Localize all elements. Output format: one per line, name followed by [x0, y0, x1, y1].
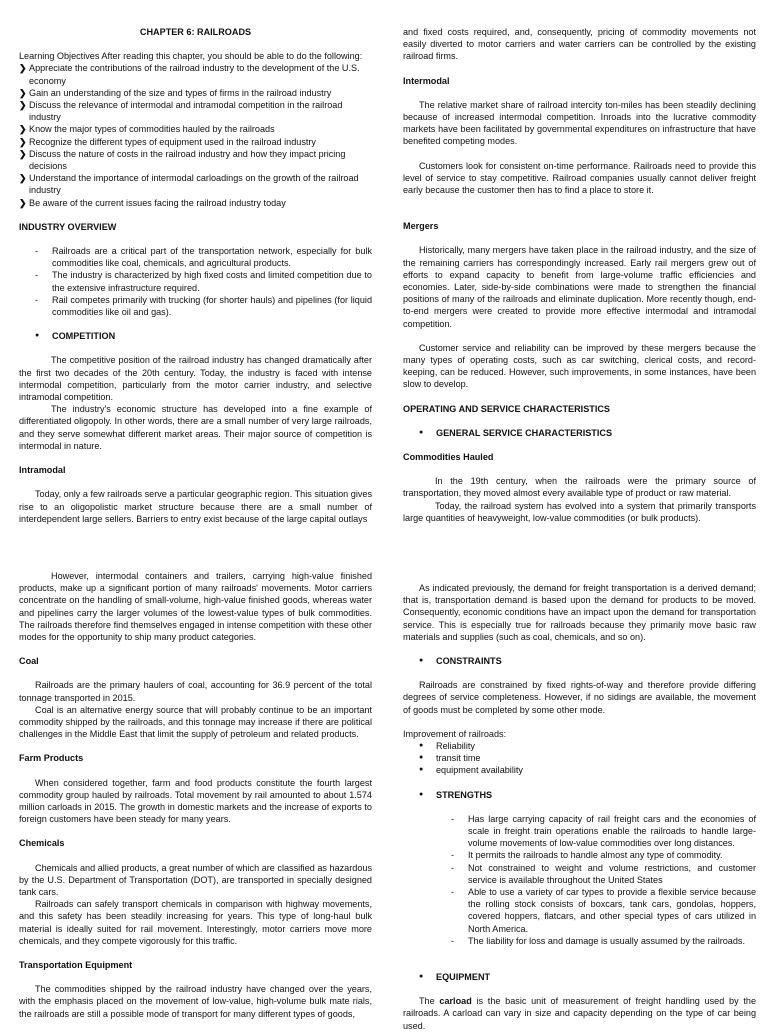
chemicals-heading: Chemicals: [19, 838, 65, 849]
equipment-paragraph: The carload is the basic unit of measurement of freight handling used by the railroads. A carload can vary in size and capacity depending on the type of car being used.: [403, 996, 756, 1031]
objective-item: ❯ Appreciate the contributions of the railroad industry to the development of the U.S. economy: [19, 63, 360, 86]
dash-marker: -: [451, 862, 455, 873]
objective-item: ❯ Discuss the nature of costs in the railroad industry and how they impact pricing decisions: [19, 148, 346, 172]
strengths-heading: ● STRENGTHS: [419, 789, 493, 800]
list-item: - The liability for loss and damage is usually assumed by the railroads.: [451, 935, 745, 946]
list-item: - Has large carrying capacity of rail freight cars and the economies of scale in freight train operations enable the railroads to handle large-volume movements of low-value commodities over long distances.: [451, 813, 756, 849]
objective-item: ❯ Recognize the different types of equipment used in the railroad industry: [19, 136, 316, 147]
list-item: - Able to use a variety of car types to provide a flexible service because the rolling stock consists of boxcars, tank cars, gondolas, hoppers, covered hoppers, flatcars, and other special types of cars utilized in North America.: [451, 887, 756, 934]
chevron-right-icon: ❯: [19, 136, 27, 147]
coal-paragraph: Railroads are the primary haulers of coal, accounting for 36.9 percent of the total tonnage transported in 2015.: [19, 680, 372, 703]
chevron-right-icon: ❯: [19, 100, 27, 111]
general-service-heading: ● GENERAL SERVICE CHARACTERISTICS: [419, 427, 613, 438]
objective-item: ❯ Gain an understanding of the size and types of firms in the railroad industry: [19, 87, 332, 98]
equipment-heading: ● EQUIPMENT: [419, 972, 491, 983]
intermodal-heading: Intermodal: [403, 75, 450, 86]
improvement-intro: Improvement of railroads:: [403, 728, 507, 739]
industry-overview-heading: INDUSTRY OVERVIEW: [19, 221, 117, 232]
intermodal-paragraph: Customers look for consistent on-time performance. Railroads need to provide this level of service to stay competitive. Railroad companies usually cannot deliver freight early because the customer then has to find a place to store it.: [403, 160, 756, 196]
chevron-right-icon: ❯: [19, 124, 27, 135]
bullet-icon: ●: [419, 428, 424, 436]
list-item: ● equipment availability: [419, 765, 523, 776]
chapter-title: CHAPTER 6: RAILROADS: [139, 27, 252, 37]
transport-paragraph: The commodities shipped by the railroad industry have changed over the years, with the emphasis placed on the movement of low-value, high-volume bulk mate rials, the railroads are still a possible mode of transport for many different types of goods,: [19, 984, 372, 1019]
dash-marker: -: [35, 246, 39, 257]
objective-item: ❯ Know the major types of commodities hauled by the railroads: [19, 124, 275, 135]
chemicals-paragraph: Railroads can safely transport chemicals in comparison with highway movements, and this safety has been steadily increasing for years. This type of long-haul bulk material is ideally suited for rail movement. Interestingly, motor carriers move more chemicals, and they compete vigorously for this traffic.: [19, 899, 372, 946]
bullet-icon: ●: [419, 742, 424, 750]
bullet-icon: ●: [419, 766, 424, 774]
improvement-list: [403, 740, 756, 777]
bullet-icon: ●: [419, 790, 424, 798]
overview-list: [19, 245, 372, 318]
dash-marker: -: [451, 850, 455, 861]
commodities-paragraph: In the 19th century, when the railroads were the primary source of transportation, they moved almost every available type of product or raw material.: [403, 476, 756, 499]
intramodal-heading: Intramodal: [19, 465, 66, 476]
mergers-paragraph: Customer service and reliability can be improved by these mergers because the many types of operating costs, such as car switching, clerical costs, and record-keeping, can be reduced. However, such improvements, in some instances, have been slow to develop.: [403, 342, 756, 390]
chevron-right-icon: ❯: [19, 148, 27, 159]
chevron-right-icon: ❯: [19, 87, 27, 98]
transport-heading: Transportation Equipment: [19, 960, 133, 971]
competition-paragraph: The industry's economic structure has developed into a fine example of differentiated oligopoly. In other words, there are a small number of very large railroads, and they serve somewhat different market areas. Their major source of competition is intermodal in nature.: [19, 404, 372, 451]
page2-left-column: [19, 570, 372, 1020]
chevron-right-icon: ❯: [19, 197, 27, 208]
chemicals-paragraph: Chemicals and allied products, a great number of which are classified as hazardous by the U.S. Department of Transportation (DOT), are transported in specially designed tank cars.: [19, 862, 372, 898]
intermodal-containers-paragraph: However, intermodal containers and trailers, carrying high-value finished products, make up a significant portion of many railroads' movements. Motor carriers concentrate on the handling of small-volume, high-value finished goods, whereas water and pipelines carry the larger volumes of the lowest-value types of bulk commodities. The railroads therefore find themselves engaged in intense competition with these other modes for the opportunity to ship many product categories.: [19, 571, 372, 643]
constraints-heading: ● CONSTRAINTS: [419, 656, 502, 667]
constraints-paragraph: Railroads are constrained by fixed rights-of-way and therefore provide differing degrees of service completeness. However, if no sidings are available, the movement of goods must be completed by some other mode.: [403, 680, 756, 715]
page1-right-column: [403, 26, 756, 524]
bullet-icon: ●: [419, 973, 424, 981]
chevron-right-icon: ❯: [19, 63, 27, 74]
strengths-list: [403, 813, 756, 947]
list-item: - Railroads are a critical part of the transportation network, especially for bulk commodities like coal, chemicals, and agricultural products.: [35, 246, 372, 269]
intramodal-paragraph: Today, only a few railroads serve a particular geographic region. This situation gives rise to an oligopolistic market structure because there are a small number of interdependent large sellers. Barriers to entry exist because of the large capital outlays: [19, 489, 372, 524]
mergers-heading: Mergers: [403, 221, 439, 232]
farm-paragraph: When considered together, farm and food products constitute the fourth largest commodity group hauled by railroads. Total movement by rail amounted to about 1.574 million carloads in 2015. The growth in domestic markets and the increase of exports to foreign customers have been steady for many years.: [19, 777, 372, 825]
dash-marker: -: [451, 887, 455, 898]
derived-demand-paragraph: As indicated previously, the demand for freight transportation is a derived demand; that is, transportation demand is based upon the demand for products to be moved. Consequently, economic conditions have an impact upon the demand for transportation service. This is especially true for railroads because they primarily move basic raw materials and supplies (such as coal, chemicals, and so on).: [403, 583, 756, 642]
operating-heading: OPERATING AND SERVICE CHARACTERISTICS: [403, 403, 610, 414]
list-item: - Not constrained to weight and volume restrictions, and customer service is available throughout the United States: [451, 862, 756, 885]
list-item: - Rail competes primarily with trucking (for shorter hauls) and pipelines (for liquid commodities like oil and gas).: [35, 294, 372, 318]
dash-marker: -: [451, 813, 455, 824]
dash-marker: -: [35, 270, 39, 281]
page2-right-column: [403, 582, 756, 1032]
farm-heading: Farm Products: [19, 753, 84, 764]
intermodal-paragraph: The relative market share of railroad intercity ton-miles has been steadily declining because of increased intermodal competition. Inroads into the lucrative commodity markets have been facilitated by governmental expenditures on infrastructure that have benefited competing modes.: [403, 99, 756, 147]
objective-item: ❯ Discuss the relevance of intermodal and intramodal competition in the railroad industry: [19, 100, 343, 123]
dash-marker: -: [451, 935, 455, 946]
objectives-intro: Learning Objectives After reading this chapter, you should be able to do the following:: [19, 51, 363, 62]
mergers-paragraph: Historically, many mergers have taken place in the railroad industry, and the size of the remaining carriers has correspondingly increased. Early rail mergers grew out of efforts to expand capacity to benefit from large-volume traffic efficiencies and economies. Later, side-by-side combinations were made to strengthen the financial positions of many of the railroads and eliminate duplication. More recently though, end-to-end mergers were created to provide more effective intermodal and intramodal competition.: [403, 245, 756, 329]
bullet-icon: ●: [419, 754, 424, 762]
list-item: - It permits the railroads to handle almost any type of commodity.: [451, 850, 723, 861]
bullet-icon: ●: [35, 332, 40, 340]
commodities-heading: Commodities Hauled: [403, 452, 494, 463]
list-item: - The industry is characterized by high fixed costs and limited competition due to the extensive infrastructure required.: [35, 270, 372, 293]
chevron-right-icon: ❯: [19, 173, 27, 184]
competition-heading: ● COMPETITION: [35, 331, 116, 342]
coal-paragraph: Coal is an alternative energy source that will probably continue to be an important commodity shipped by the railroads, and this tonnage may increase if there are political challenges in the Middle East that limit the supply of petroleum and related products.: [19, 704, 372, 740]
objectives-list: [19, 62, 372, 208]
objective-item: ❯ Understand the importance of intermodal carloadings on the growth of the railroad industry: [19, 173, 359, 196]
dash-marker: -: [35, 294, 39, 305]
page1-left-column: [19, 26, 372, 525]
coal-heading: Coal: [19, 656, 39, 667]
list-item: ● transit time: [419, 753, 481, 764]
continued-paragraph: and fixed costs required, and, consequently, pricing of commodity movements not easily diverted to motor carriers and water carriers can be controlled by the existing railroad firms.: [403, 27, 756, 62]
bullet-icon: ●: [419, 657, 424, 665]
list-item: ● Reliability: [419, 741, 475, 752]
competition-paragraph: The competitive position of the railroad industry has changed dramatically after the first two decades of the 20th century. Today, the industry is faced with intense intermodal competition, particularly from the motor carrier industry, and selective intramodal competition.: [19, 355, 372, 403]
objective-item: ❯ Be aware of the current issues facing the railroad industry today: [19, 197, 286, 208]
commodities-paragraph: Today, the railroad system has evolved into a system that primarily transports large quantities of heavyweight, low-value commodities (or bulk products).: [403, 500, 756, 523]
